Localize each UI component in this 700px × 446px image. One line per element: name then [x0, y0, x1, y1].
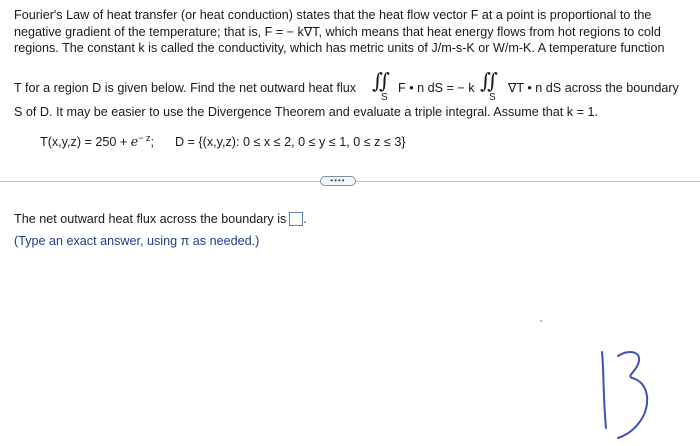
flux-integrand: F • n dS = − k [398, 81, 475, 95]
stray-mark [540, 320, 542, 322]
intro-line-2: negative gradient of the temperature; that is, F = − k∇T, which means that heat energy flows from hot regions to cold [14, 24, 661, 39]
handwritten-scribble-13 [588, 342, 668, 442]
exp-power: − z [138, 133, 151, 143]
grad-integrand: ∇T • n dS across the boundary [508, 81, 679, 95]
temperature-suffix: ; [150, 135, 154, 150]
exp-base: e [130, 134, 139, 150]
surface-label-2: S [489, 92, 496, 103]
answer-row [14, 212, 307, 226]
answer-input-box[interactable] [289, 212, 303, 226]
divergence-hint: S of D. It may be easier to use the Divergence Theorem and evaluate a triple integral. Assume that k = 1. [14, 105, 598, 119]
region-definition: D = {(x,y,z): 0 ≤ x ≤ 2, 0 ≤ y ≤ 1, 0 ≤ z ≤ 3} [174, 135, 406, 150]
flux-sentence-start: T for a region D is given below. Find the net outward heat flux [14, 81, 357, 95]
surface-label-1: S [381, 92, 388, 103]
answer-format-hint: (Type an exact answer, using π as needed.) [14, 234, 260, 248]
temperature-prefix: T(x,y,z) = 250 + [40, 135, 131, 150]
problem-intro [14, 7, 694, 57]
surface-integral-symbol-2: ∫∫ [480, 69, 494, 93]
intro-line-1: Fourier's Law of heat transfer (or heat conduction) states that the heat flow vector F at a point is proportional to the [14, 8, 652, 22]
intro-line-3: regions. The constant k is called the conductivity, which has metric units of J/m-s-K or W/m-K. A temperature function [14, 41, 665, 55]
surface-integral-symbol-1: ∫∫ [372, 69, 386, 93]
answer-prompt: The net outward heat flux across the boundary is [14, 212, 287, 226]
given-functions [40, 133, 406, 149]
answer-trailing-period: . [303, 212, 307, 226]
expand-more-button[interactable]: •••• [320, 176, 356, 186]
